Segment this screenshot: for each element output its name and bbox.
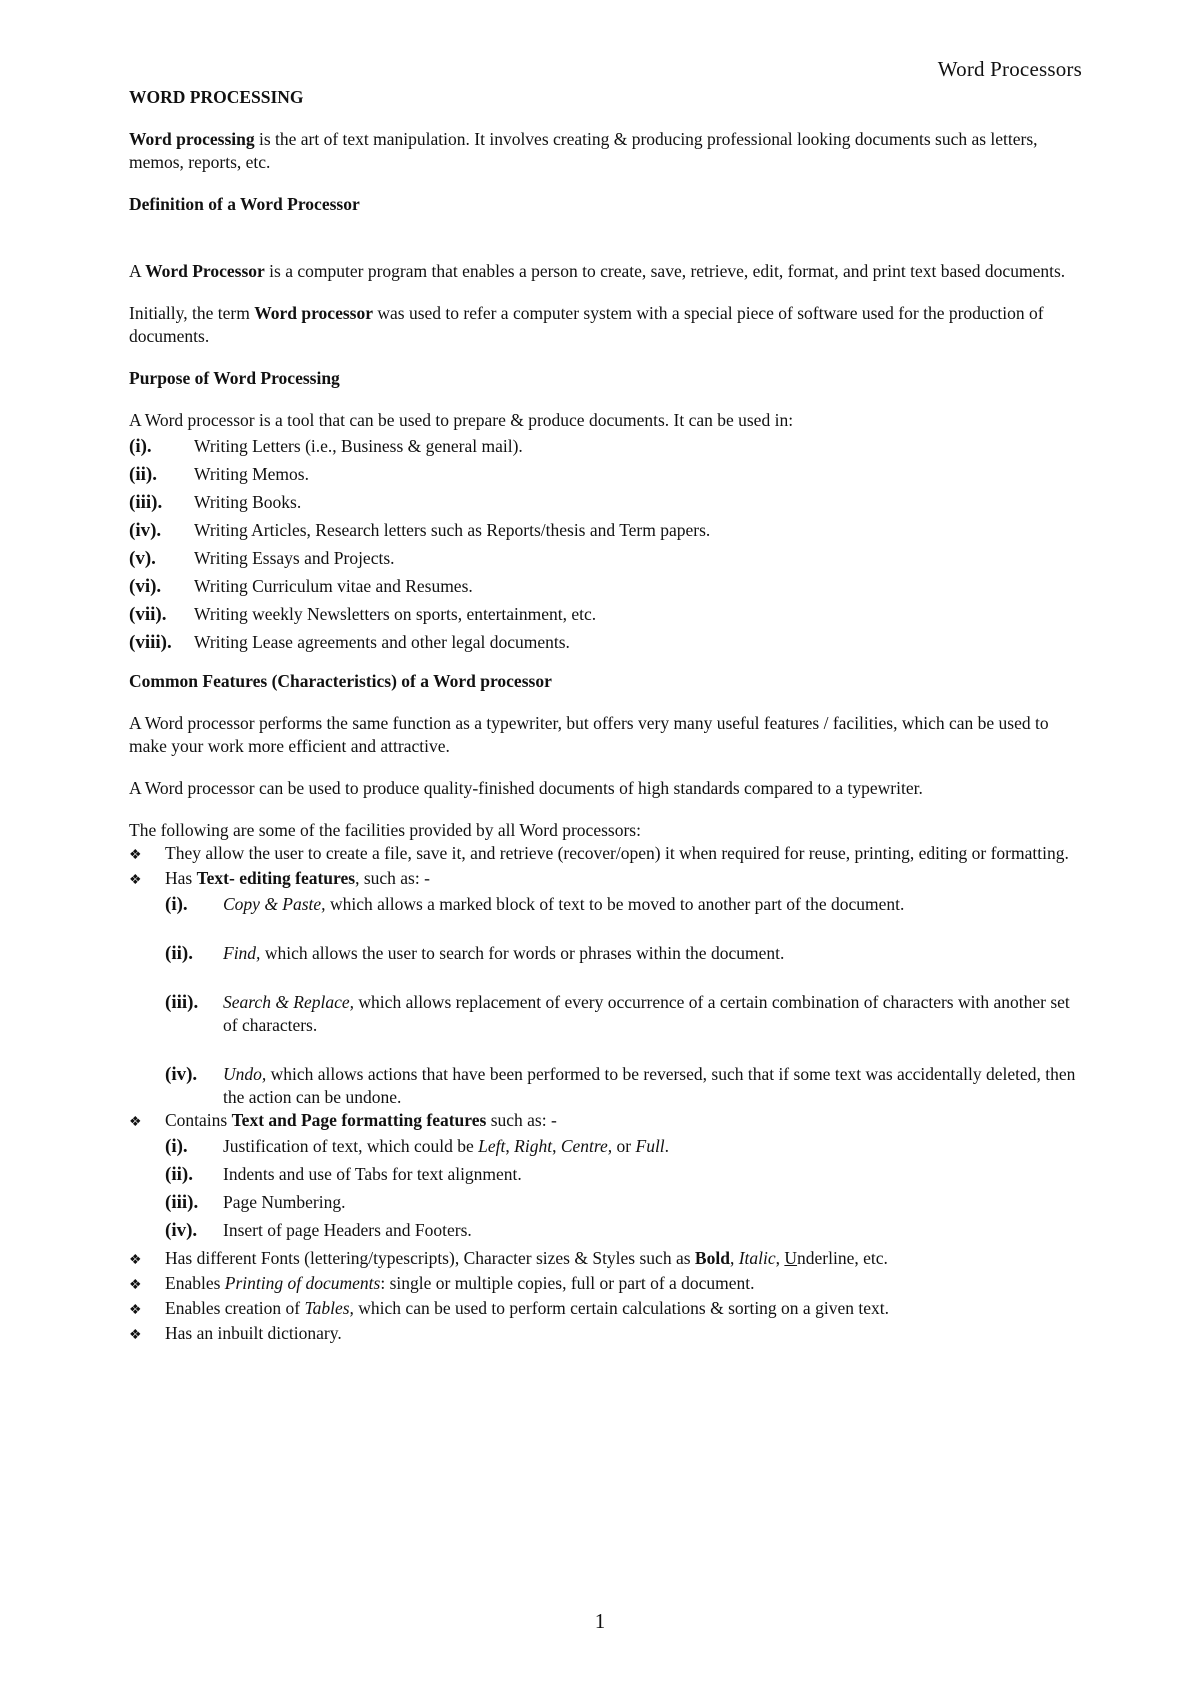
list-text [223,893,1079,916]
feature-name: Copy & Paste, [223,894,326,914]
list-number: (iii). [165,992,199,1013]
list-item [129,572,1079,600]
list-text [223,1063,1079,1109]
bullet-bold-term: Text and Page formatting features [231,1110,487,1130]
purpose-lead: A Word processor is a tool that can be used to prepare & produce documents. It can be used in: [129,410,794,430]
intro-term: Word processing [129,129,255,149]
feature-description: which allows replacement of every occurrence of a certain combination of characters with another set of characters. [223,992,1070,1035]
bullet-item [129,1322,1079,1347]
bullet-text: They allow the user to create a file, save it, and retrieve (recover/open) it when required for reuse, printing, editing or formatting. [165,843,1069,863]
bullet-text [165,1297,1079,1320]
bullet-item [129,1272,1079,1297]
list-number: (ii). [165,943,193,964]
text-underline: U [784,1248,798,1268]
bullet-item [129,1109,1079,1247]
list-number: (v). [129,547,156,569]
list-text: Page Numbering. [223,1192,346,1212]
diamond-bullet-icon: ❖ [129,848,142,863]
text-part: nderline, etc. [797,1248,888,1268]
features-bullet-list [129,842,1079,1109]
feature-description: which allows the user to search for words or phrases within the document. [260,943,785,963]
intro-text: is the art of text manipulation. It involves creating & producing professional looking documents such as letters, memos, reports, etc. [129,129,1038,172]
text-italic: Right [514,1136,553,1156]
sub-list-item [165,1063,1079,1109]
list-text: Writing Memos. [194,463,309,484]
list-item [129,432,1079,460]
list-item [129,460,1079,488]
list-item [129,600,1079,628]
definition-text: A [129,261,146,281]
list-number: (vii). [129,603,167,625]
list-text: Writing Books. [194,491,302,512]
list-text: Writing Letters (i.e., Business & general mail). [194,435,523,456]
bullet-text [165,867,1079,890]
extra-features-list [129,1247,1079,1297]
feature-name: Search & Replace, [223,992,355,1012]
sub-list-item [165,991,1079,1037]
bullet-item [129,842,1079,867]
list-item [129,488,1079,516]
dictionary-feature-list [129,1322,1079,1347]
text-italic: Left [478,1136,506,1156]
definition-text: was used to refer a computer system with a special piece of software used for the production of documents. [129,303,1044,346]
list-number: (iv). [129,519,162,541]
running-header: Word Processors [937,57,1082,81]
list-number: (iv). [165,1064,198,1085]
definition-term: Word Processor [145,261,265,281]
feature-description: which allows a marked block of text to be moved to another part of the document. [325,894,905,914]
purpose-heading: Purpose of Word Processing [129,368,340,388]
text-part: Enables [165,1273,225,1293]
list-text: Insert of page Headers and Footers. [223,1220,472,1240]
intro-paragraph [129,128,1079,174]
sub-list-item [165,1163,1079,1186]
list-number: (i). [129,435,152,457]
tables-feature-list [129,1297,1079,1322]
list-number: (i). [165,894,188,915]
text-part: , [775,1248,785,1268]
sub-list-item [165,1191,1079,1214]
list-number: (i). [165,1136,188,1157]
text-part: , [729,1248,739,1268]
text-part: . [664,1136,670,1156]
diamond-bullet-icon: ❖ [129,1115,142,1130]
definition-paragraph-1 [129,260,1079,283]
definition-text: is a computer program that enables a person to create, save, retrieve, edit, format, and print text based documents. [264,261,1066,281]
sub-list-item [165,1135,1079,1158]
list-text: Writing Articles, Research letters such as Reports/thesis and Term papers. [194,519,711,540]
bullet-text: Has an inbuilt dictionary. [165,1323,342,1343]
sub-list-item [165,893,1079,916]
diamond-bullet-icon: ❖ [129,873,142,888]
features-paragraph-3: The following are some of the facilities provided by all Word processors: [129,820,641,840]
list-number: (ii). [129,463,157,485]
feature-name: Find, [223,943,261,963]
list-number: (viii). [129,631,172,653]
feature-description: which allows actions that have been performed to be reversed, such that if some text was accidentally deleted, then the action can be undone. [223,1064,1076,1107]
sub-list-item [165,942,1079,965]
text-part: : single or multiple copies, full or part of a document. [380,1273,755,1293]
features-heading: Common Features (Characteristics) of a Word processor [129,671,552,691]
bullet-text [165,1247,1079,1270]
bullet-bold-term: Text- editing features [196,868,356,888]
text-italic: Printing of documents [224,1273,381,1293]
list-text: Writing Lease agreements and other legal documents. [194,631,570,652]
definition-heading: Definition of a Word Processor [129,194,360,214]
list-number: (vi). [129,575,162,597]
sub-list-item [165,1219,1079,1242]
formatting-features-list [165,1135,1079,1242]
list-number: (iii). [165,1192,199,1213]
page-number: 1 [594,1609,606,1633]
features-paragraph-2: A Word processor can be used to produce quality-finished documents of high standards compared to a typewriter. [129,778,923,798]
bullet-text-part: Contains [165,1110,232,1130]
list-item [129,516,1079,544]
definition-term: Word processor [254,303,373,323]
list-item [129,628,1079,656]
text-italic: Centre, [560,1136,613,1156]
formatting-bullet-list [129,1109,1079,1247]
text-part: which can be used to perform certain calculations & sorting on a given text. [353,1298,889,1318]
diamond-bullet-icon: ❖ [129,1328,142,1343]
list-number: (ii). [165,1164,193,1185]
bullet-text-part: Has [165,868,197,888]
diamond-bullet-icon: ❖ [129,1253,142,1268]
document-body [129,86,1079,1347]
list-text [223,942,1079,965]
bullet-text-part: such as: - [486,1110,557,1130]
text-part: Enables creation of [165,1298,305,1318]
bullet-item [129,867,1079,1109]
text-part: , [552,1136,561,1156]
bullet-text [165,1272,1079,1295]
bullet-content [165,867,1079,1109]
bullet-text [165,1109,1079,1132]
features-paragraph-1: A Word processor performs the same function as a typewriter, but offers very many useful features / facilities, which can be used to make your work more efficient and attractive. [129,713,1049,756]
text-part: , [505,1136,515,1156]
editing-features-list [165,893,1079,1109]
list-item [129,544,1079,572]
list-text: Indents and use of Tabs for text alignment. [223,1164,522,1184]
text-part: Justification of text, which could be [223,1136,479,1156]
feature-name: Undo, [223,1064,267,1084]
text-bold: Bold [694,1248,730,1268]
list-number: (iii). [129,491,163,513]
bullet-item [129,1297,1079,1322]
document-title: WORD PROCESSING [129,87,304,107]
diamond-bullet-icon: ❖ [129,1303,142,1318]
list-text [223,1135,1079,1158]
list-text: Writing weekly Newsletters on sports, entertainment, etc. [194,603,597,624]
text-italic: Italic [738,1248,776,1268]
bullet-text-part: , such as: - [355,868,430,888]
text-part: Has different Fonts (lettering/typescripts), Character sizes & Styles such as [165,1248,695,1268]
diamond-bullet-icon: ❖ [129,1278,142,1293]
bullet-content [165,1109,1079,1247]
definition-paragraph-2 [129,302,1079,348]
text-italic: Tables, [304,1298,354,1318]
list-number: (iv). [165,1220,198,1241]
bullet-item [129,1247,1079,1272]
list-text [223,991,1079,1037]
list-text: Writing Essays and Projects. [194,547,395,568]
definition-text: Initially, the term [129,303,255,323]
purpose-list [129,432,1079,656]
text-part: or [612,1136,636,1156]
list-text: Writing Curriculum vitae and Resumes. [194,575,473,596]
text-italic: Full [635,1136,665,1156]
